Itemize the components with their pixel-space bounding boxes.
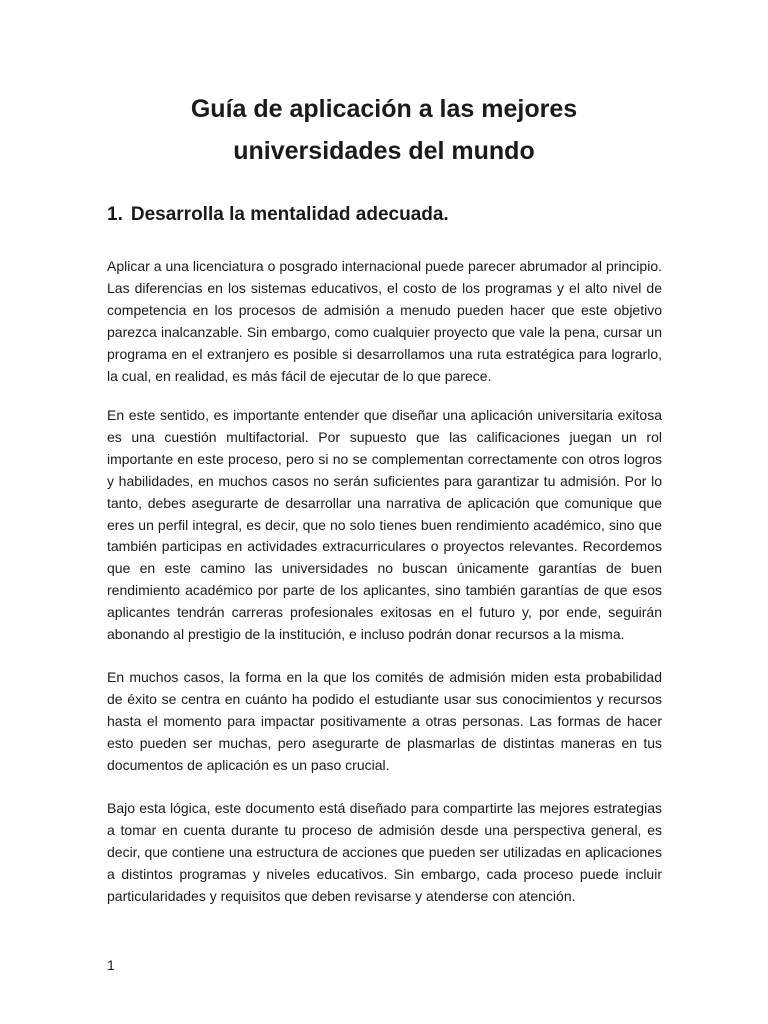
section-number: 1. — [107, 204, 123, 225]
paragraph-4: Bajo esta lógica, este documento está diseñado para compartirte las mejores estrategias a tomar en cuenta durante tu proceso de admisión desde una perspectiva general, es decir, que contiene una estructura de acciones que pueden ser utilizadas en aplicaciones a distintos programas y niveles educativos. Sin embargo, cada proceso puede incluir particularidades y requisitos que deben revisarse y atenderse con atención. — [107, 800, 662, 904]
document-title — [100, 88, 668, 172]
title-line-2: universidades del mundo — [233, 137, 535, 165]
page-number: 1 — [107, 957, 115, 973]
paragraph-2: En este sentido, es importante entender que diseñar una aplicación universitaria exitosa es una cuestión multifactorial. Por supuesto que las calificaciones juegan un rol importante en este proceso, pero si no se complementan correctamente con otros logros y habilidades, en muchos casos no serán suficientes para garantizar tu admisión. Por lo tanto, debes asegurarte de desarrollar una narrativa de aplicación que comunique que eres un perfil integral, es decir, que no solo tienes buen rendimiento académico, sino que también participas en actividades extracurriculares o proyectos relevantes. Recordemos que en este camino las universidades no buscan únicamente garantías de buen rendimiento académico por parte de los aplicantes, sino también garantías de que esos aplicantes tendrán carreras profesionales exitosas en el futuro y, por ende, seguirán abonando al prestigio de la institución, e incluso podrán donar recursos a la misma. — [107, 407, 662, 643]
section-heading-text: Desarrolla la mentalidad adecuada. — [130, 204, 449, 225]
title-line-1: Guía de aplicación a las mejores — [190, 95, 578, 123]
paragraph-3: En muchos casos, la forma en la que los comités de admisión miden esta probabilidad de éxito se centra en cuánto ha podido el estudiante usar sus conocimientos y recursos hasta el momento para impactar positivamente a otras personas. Las formas de hacer esto pueden ser muchas, pero asegurarte de plasmarlas de distintas maneras en tus documentos de aplicación es un paso crucial. — [107, 669, 662, 773]
section-heading — [107, 202, 449, 228]
paragraph-1: Aplicar a una licenciatura o posgrado internacional puede parecer abrumador al principio. Las diferencias en los sistemas educativos, el costo de los programas y el alto nivel de competencia en los procesos de admisión a menudo pueden hacer que este objetivo parezca inalcanzable. Sin embargo, como cualquier proyecto que vale la pena, cursar un programa en el extranjero es posible si desarrollamos una ruta estratégica para lograrlo, la cual, en realidad, es más fácil de ejecutar de lo que parece. — [107, 258, 662, 384]
